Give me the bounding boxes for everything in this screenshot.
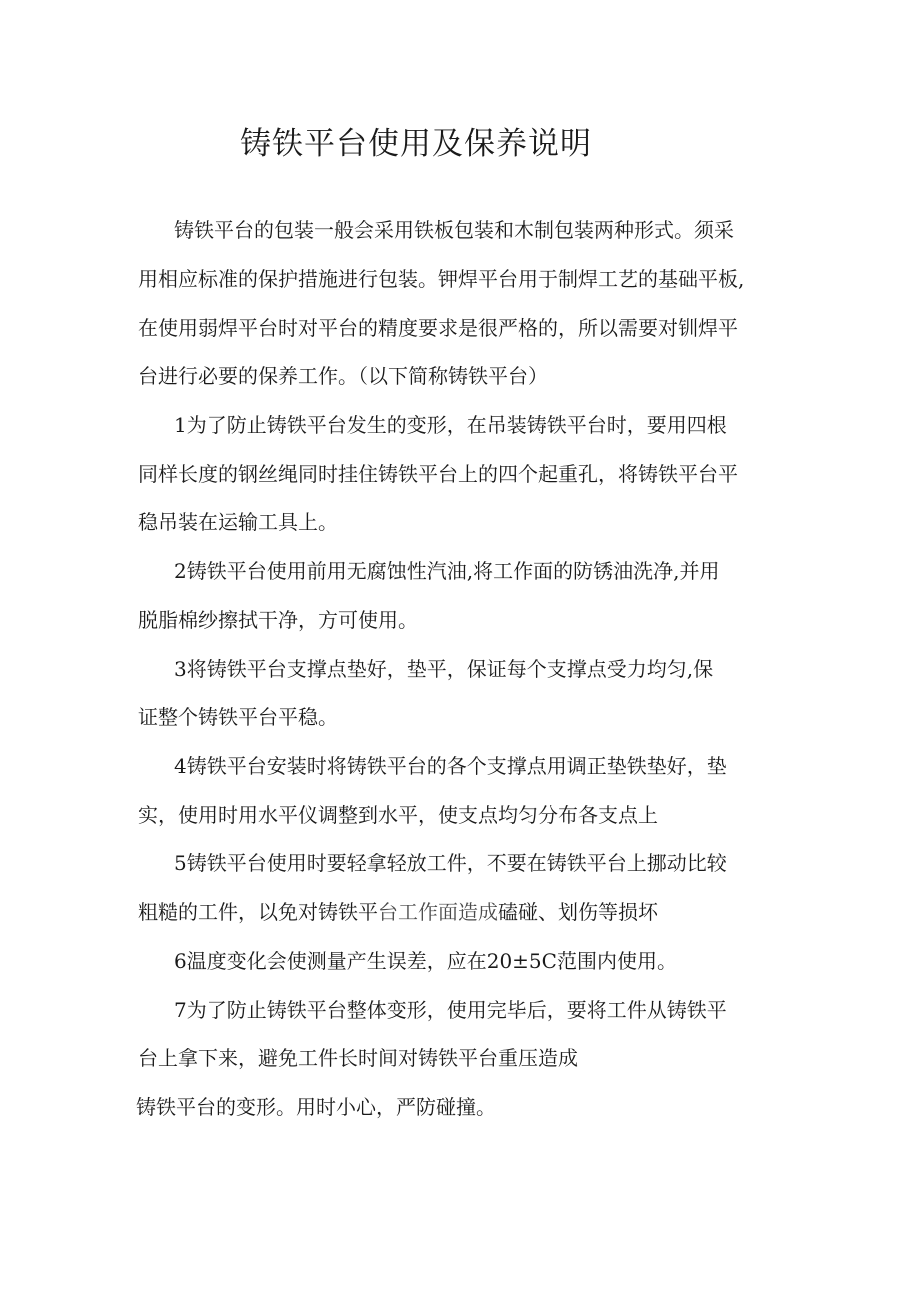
item5-line-1: 5铸铁平台使用时要轻拿轻放工件，不要在铸铁平台上挪动比较 <box>174 851 727 875</box>
item1-line-3: 稳吊装在运输工具上。 <box>138 510 338 534</box>
item1-line-1: 1为了防止铸铁平台发生的变形，在吊装铸铁平台时，要用四根 <box>174 413 727 437</box>
item5-line-2-part-2: 台工作面造成 <box>378 900 498 924</box>
item7-line-2: 台上拿下来，避免工件长时间对铸铁平台重压造成 <box>138 1046 578 1070</box>
intro-line-2: 用相应标准的保护措施进行包装。钾焊平台用于制焊工艺的基础平板, <box>138 267 745 291</box>
intro-line-3: 在使用弱焊平台时对平台的精度要求是很严格的，所以需要对钏焊平 <box>138 316 738 340</box>
item7-line-3: 铸铁平台的变形。用时小心，严防碰撞。 <box>136 1095 496 1119</box>
item5-line-2 <box>138 898 658 926</box>
item4-line-2: 实，使用时用水平仪调整到水平，使支点均匀分布各支点上 <box>138 803 658 827</box>
page-title: 铸铁平台使用及保养说明 <box>240 126 592 162</box>
item6-line-1: 6温度变化会使测量产生误差，应在20±5C范围内使用。 <box>174 949 677 973</box>
item2-line-1: 2铸铁平台使用前用无腐蚀性汽油,将工作面的防锈油洗净,并用 <box>174 559 720 583</box>
item5-line-2-part-3: 磕碰、划伤等损坏 <box>498 900 658 924</box>
item1-line-2: 同样长度的钢丝绳同时挂住铸铁平台上的四个起重孔，将铸铁平台平 <box>138 462 738 486</box>
item2-line-2: 脱脂棉纱擦拭干净，方可使用。 <box>138 608 418 632</box>
item3-line-2: 证整个铸铁平台平稳。 <box>138 705 338 729</box>
item5-line-2-part-1: 粗糙的工件，以免对铸铁平 <box>138 900 378 924</box>
item3-line-1: 3将铸铁平台支撑点垫好，垫平，保证每个支撑点受力均匀,保 <box>174 657 714 681</box>
intro-line-4: 台进行必要的保养工作。（以下简称铸铁平台） <box>138 364 548 388</box>
intro-line-1: 铸铁平台的包装一般会采用铁板包装和木制包装两种形式。须采 <box>174 218 734 242</box>
item7-line-1: 7为了防止铸铁平台整体变形，使用完毕后，要将工件从铸铁平 <box>174 998 727 1022</box>
item4-line-1: 4铸铁平台安装时将铸铁平台的各个支撑点用调正垫铁垫好，垫 <box>174 754 727 778</box>
